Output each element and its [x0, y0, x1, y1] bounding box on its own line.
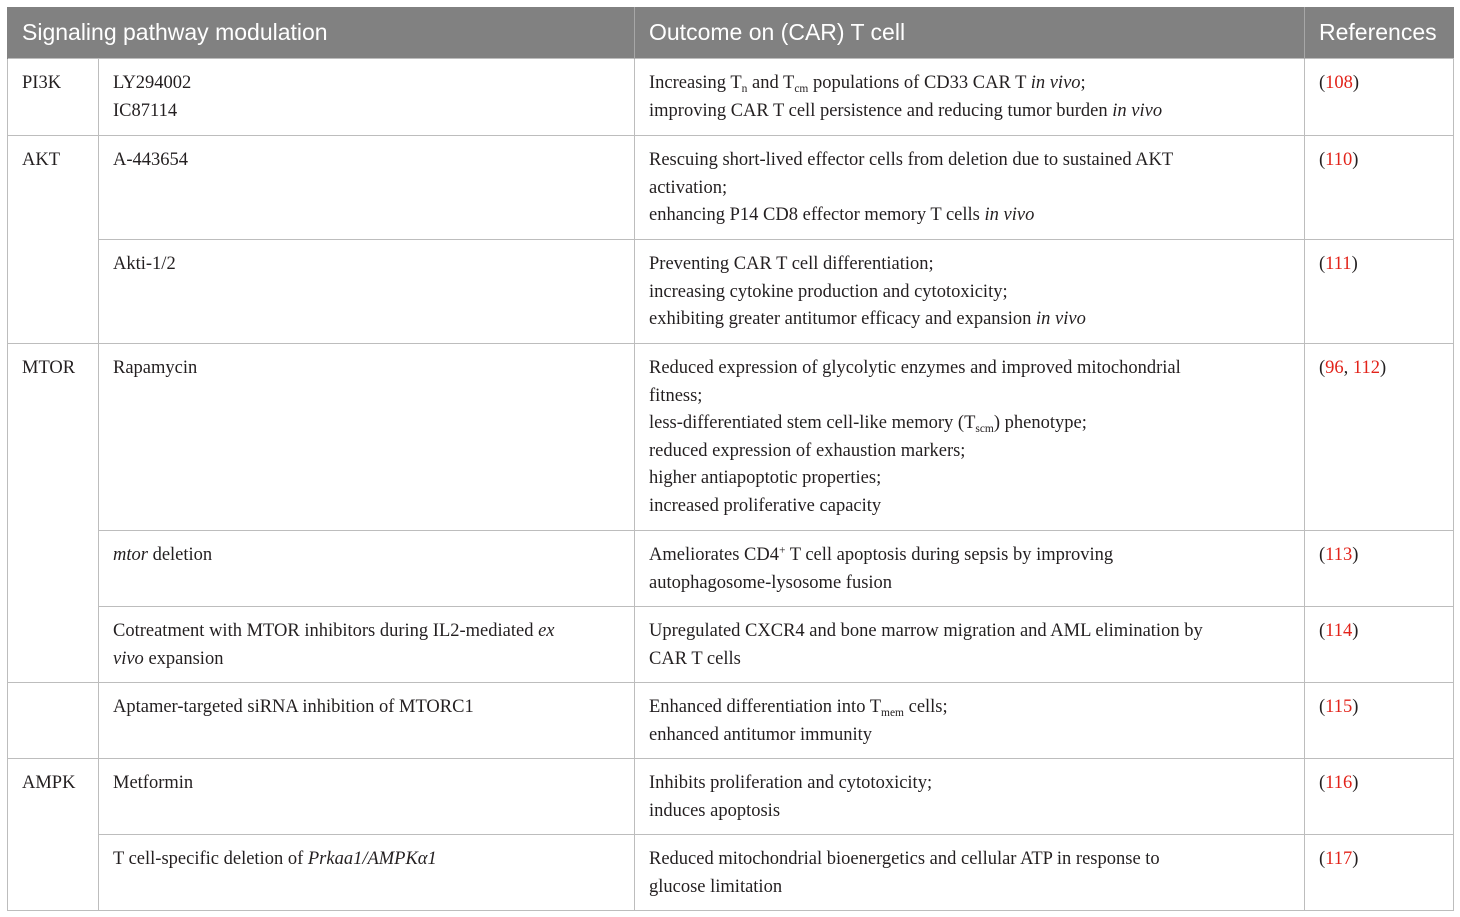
- table-row: [8, 344, 1454, 531]
- outcome-line: Rescuing short-lived effector cells from deletion due to sustained AKT: [649, 150, 1174, 170]
- table-row: [8, 531, 1454, 607]
- header-signaling-pathway-modulation: Signaling pathway modulation: [8, 7, 635, 59]
- table-row: [8, 683, 1454, 759]
- table-header: [8, 7, 1454, 59]
- agent-cell: A-443654: [99, 136, 635, 240]
- table-row: [8, 835, 1454, 911]
- reference-cell: (111): [1305, 240, 1454, 344]
- pathway-cell: AKT: [8, 136, 99, 344]
- agent-line: vivo expansion: [113, 648, 224, 669]
- reference-link[interactable]: 117: [1325, 849, 1353, 869]
- outcome-cell: [635, 607, 1305, 683]
- reference-cell: (110): [1305, 136, 1454, 240]
- outcome-line: enhancing P14 CD8 effector memory T cells in vivo: [649, 205, 1035, 226]
- reference-link[interactable]: 110: [1325, 150, 1353, 170]
- reference-cell: (116): [1305, 759, 1454, 835]
- outcome-line: exhibiting greater antitumor efficacy and expansion in vivo: [649, 309, 1086, 330]
- outcome-line: Enhanced differentiation into $T_{mem}$ cells;: [649, 697, 948, 719]
- outcome-cell: [635, 344, 1305, 531]
- header-outcome: Outcome on (CAR) T cell: [635, 7, 1305, 59]
- reference-link[interactable]: 116: [1325, 773, 1353, 793]
- outcome-cell: [635, 240, 1305, 344]
- reference-cell: (108): [1305, 59, 1454, 136]
- reference-cell: (114): [1305, 607, 1454, 683]
- agent-line: LY294002: [113, 73, 192, 93]
- outcome-line: Ameliorates CD4+ T cell apoptosis during sepsis by improving: [649, 544, 1114, 565]
- reference-link[interactable]: 96: [1325, 358, 1344, 378]
- outcome-line: fitness;: [649, 385, 703, 406]
- table-row: [8, 607, 1454, 683]
- reference-link[interactable]: 111: [1325, 254, 1352, 274]
- reference-link[interactable]: 112: [1352, 358, 1380, 378]
- pathway-cell: [8, 683, 99, 759]
- outcome-line: Preventing CAR T cell differentiation;: [649, 254, 934, 274]
- table-row: [8, 59, 1454, 136]
- outcome-line: glucose limitation: [649, 876, 783, 897]
- outcome-line: CAR T cells: [649, 648, 741, 669]
- outcome-line: induces apoptosis: [649, 800, 781, 821]
- reference-cell: (115): [1305, 683, 1454, 759]
- outcome-cell: [635, 835, 1305, 911]
- reference-link[interactable]: 115: [1325, 697, 1353, 717]
- agent-cell: Aptamer-targeted siRNA inhibition of MTORC1: [99, 683, 635, 759]
- reference-cell: (117): [1305, 835, 1454, 911]
- pathway-cell: MTOR: [8, 344, 99, 683]
- pathway-cell: AMPK: [8, 759, 99, 911]
- outcome-line: Reduced expression of glycolytic enzymes and improved mitochondrial: [649, 358, 1181, 378]
- signaling-pathway-table: [7, 7, 1454, 911]
- reference-link[interactable]: 114: [1325, 621, 1353, 641]
- agent-cell: Metformin: [99, 759, 635, 835]
- outcome-line: higher antiapoptotic properties;: [649, 468, 882, 489]
- outcome-line: reduced expression of exhaustion markers;: [649, 440, 966, 461]
- header-references: References: [1305, 7, 1454, 59]
- reference-link[interactable]: 113: [1325, 545, 1353, 565]
- outcome-line: Upregulated CXCR4 and bone marrow migration and AML elimination by: [649, 621, 1203, 641]
- agent-cell: Rapamycin: [99, 344, 635, 531]
- agent-cell: [99, 607, 635, 683]
- agent-cell: [99, 59, 635, 136]
- table-row: [8, 136, 1454, 240]
- agent-line: Cotreatment with MTOR inhibitors during IL2-mediated ex: [113, 621, 555, 641]
- outcome-line: less-differentiated stem cell-like memory $(T_{scm})$ phenotype;: [649, 413, 1087, 436]
- table-row: [8, 240, 1454, 344]
- pathway-cell: PI3K: [8, 59, 99, 136]
- outcome-cell: [635, 759, 1305, 835]
- outcome-cell: [635, 531, 1305, 607]
- outcome-line: increased proliferative capacity: [649, 495, 882, 516]
- outcome-line: autophagosome-lysosome fusion: [649, 572, 893, 593]
- agent-cell: T cell-specific deletion of Prkaa1/AMPKα1: [99, 835, 635, 911]
- agent-line: IC87114: [113, 100, 178, 121]
- outcome-line: Increasing $T_n$ and $T_{cm}$ populations of CD33 CAR T in vivo;: [649, 73, 1086, 95]
- reference-cell: (96, 112): [1305, 344, 1454, 531]
- outcome-cell: [635, 683, 1305, 759]
- table-row: [8, 759, 1454, 835]
- reference-cell: (113): [1305, 531, 1454, 607]
- outcome-line: enhanced antitumor immunity: [649, 724, 872, 745]
- outcome-cell: [635, 59, 1305, 136]
- outcome-line: Inhibits proliferation and cytotoxicity;: [649, 773, 933, 793]
- agent-cell: mtor deletion: [99, 531, 635, 607]
- outcome-line: activation;: [649, 177, 728, 198]
- outcome-line: Reduced mitochondrial bioenergetics and cellular ATP in response to: [649, 849, 1160, 869]
- outcome-line: improving CAR T cell persistence and reducing tumor burden in vivo: [649, 100, 1163, 121]
- outcome-line: increasing cytokine production and cytotoxicity;: [649, 281, 1008, 302]
- outcome-cell: [635, 136, 1305, 240]
- reference-link[interactable]: 108: [1325, 73, 1353, 93]
- agent-cell: Akti-1/2: [99, 240, 635, 344]
